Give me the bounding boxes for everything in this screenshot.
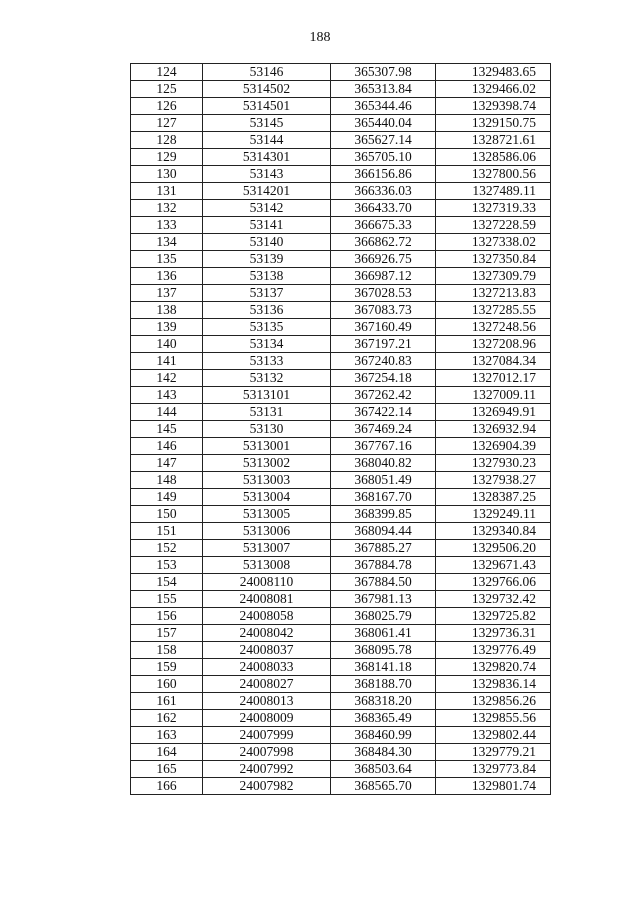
point-id-cell: 53136 — [203, 302, 331, 319]
point-id-cell: 5314301 — [203, 149, 331, 166]
x-coordinate-cell: 365705.10 — [331, 149, 436, 166]
row-number-cell: 153 — [131, 557, 203, 574]
y-coordinate-cell: 1327228.59 — [436, 217, 551, 234]
point-id-cell: 24007999 — [203, 727, 331, 744]
row-number-cell: 154 — [131, 574, 203, 591]
table-row — [131, 523, 551, 540]
table-row — [131, 98, 551, 115]
x-coordinate-cell: 367240.83 — [331, 353, 436, 370]
y-coordinate-cell: 1326949.91 — [436, 404, 551, 421]
point-id-cell: 53130 — [203, 421, 331, 438]
y-coordinate-cell: 1327248.56 — [436, 319, 551, 336]
x-coordinate-cell: 367160.49 — [331, 319, 436, 336]
y-coordinate-cell: 1326932.94 — [436, 421, 551, 438]
table-row — [131, 608, 551, 625]
y-coordinate-cell: 1329671.43 — [436, 557, 551, 574]
row-number-cell: 140 — [131, 336, 203, 353]
y-coordinate-cell: 1329801.74 — [436, 778, 551, 795]
y-coordinate-cell: 1329802.44 — [436, 727, 551, 744]
table-row — [131, 540, 551, 557]
table-row — [131, 438, 551, 455]
point-id-cell: 5313003 — [203, 472, 331, 489]
point-id-cell: 5313002 — [203, 455, 331, 472]
x-coordinate-cell: 367028.53 — [331, 285, 436, 302]
table-row — [131, 81, 551, 98]
y-coordinate-cell: 1329249.11 — [436, 506, 551, 523]
table-row — [131, 557, 551, 574]
point-id-cell: 5313007 — [203, 540, 331, 557]
x-coordinate-cell: 365440.04 — [331, 115, 436, 132]
x-coordinate-cell: 366433.70 — [331, 200, 436, 217]
x-coordinate-cell: 367083.73 — [331, 302, 436, 319]
y-coordinate-cell: 1329483.65 — [436, 64, 551, 81]
x-coordinate-cell: 368565.70 — [331, 778, 436, 795]
y-coordinate-cell: 1328586.06 — [436, 149, 551, 166]
point-id-cell: 24008037 — [203, 642, 331, 659]
point-id-cell: 53145 — [203, 115, 331, 132]
row-number-cell: 138 — [131, 302, 203, 319]
table-row — [131, 761, 551, 778]
y-coordinate-cell: 1327012.17 — [436, 370, 551, 387]
y-coordinate-cell: 1329779.21 — [436, 744, 551, 761]
y-coordinate-cell: 1327800.56 — [436, 166, 551, 183]
x-coordinate-cell: 368188.70 — [331, 676, 436, 693]
row-number-cell: 164 — [131, 744, 203, 761]
table-row — [131, 455, 551, 472]
row-number-cell: 139 — [131, 319, 203, 336]
x-coordinate-cell: 368167.70 — [331, 489, 436, 506]
point-id-cell: 24007982 — [203, 778, 331, 795]
y-coordinate-cell: 1329732.42 — [436, 591, 551, 608]
table-row — [131, 234, 551, 251]
x-coordinate-cell: 367469.24 — [331, 421, 436, 438]
table-row — [131, 472, 551, 489]
table-row — [131, 574, 551, 591]
table-row — [131, 166, 551, 183]
y-coordinate-cell: 1329150.75 — [436, 115, 551, 132]
x-coordinate-cell: 368318.20 — [331, 693, 436, 710]
x-coordinate-cell: 365344.46 — [331, 98, 436, 115]
table-row — [131, 302, 551, 319]
x-coordinate-cell: 367197.21 — [331, 336, 436, 353]
y-coordinate-cell: 1329736.31 — [436, 625, 551, 642]
page-number: 188 — [309, 30, 331, 45]
table-row — [131, 285, 551, 302]
coordinate-table-body — [131, 64, 551, 795]
table-row — [131, 642, 551, 659]
row-number-cell: 163 — [131, 727, 203, 744]
row-number-cell: 157 — [131, 625, 203, 642]
y-coordinate-cell: 1327938.27 — [436, 472, 551, 489]
point-id-cell: 53143 — [203, 166, 331, 183]
y-coordinate-cell: 1327213.83 — [436, 285, 551, 302]
table-row — [131, 64, 551, 81]
y-coordinate-cell: 1329773.84 — [436, 761, 551, 778]
point-id-cell: 24008110 — [203, 574, 331, 591]
table-row — [131, 744, 551, 761]
x-coordinate-cell: 368094.44 — [331, 523, 436, 540]
point-id-cell: 53132 — [203, 370, 331, 387]
row-number-cell: 124 — [131, 64, 203, 81]
row-number-cell: 129 — [131, 149, 203, 166]
table-row — [131, 132, 551, 149]
point-id-cell: 53138 — [203, 268, 331, 285]
table-row — [131, 404, 551, 421]
row-number-cell: 141 — [131, 353, 203, 370]
row-number-cell: 126 — [131, 98, 203, 115]
row-number-cell: 144 — [131, 404, 203, 421]
point-id-cell: 5313005 — [203, 506, 331, 523]
row-number-cell: 132 — [131, 200, 203, 217]
point-id-cell: 5313004 — [203, 489, 331, 506]
x-coordinate-cell: 366926.75 — [331, 251, 436, 268]
row-number-cell: 156 — [131, 608, 203, 625]
point-id-cell: 24008033 — [203, 659, 331, 676]
row-number-cell: 159 — [131, 659, 203, 676]
y-coordinate-cell: 1329855.56 — [436, 710, 551, 727]
point-id-cell: 53139 — [203, 251, 331, 268]
y-coordinate-cell: 1329725.82 — [436, 608, 551, 625]
x-coordinate-cell: 368141.18 — [331, 659, 436, 676]
table-row — [131, 183, 551, 200]
row-number-cell: 127 — [131, 115, 203, 132]
x-coordinate-cell: 368399.85 — [331, 506, 436, 523]
x-coordinate-cell: 367884.78 — [331, 557, 436, 574]
point-id-cell: 53133 — [203, 353, 331, 370]
table-row — [131, 115, 551, 132]
row-number-cell: 150 — [131, 506, 203, 523]
y-coordinate-cell: 1327084.34 — [436, 353, 551, 370]
coordinate-table — [130, 63, 551, 795]
table-row — [131, 251, 551, 268]
y-coordinate-cell: 1328387.25 — [436, 489, 551, 506]
point-id-cell: 53141 — [203, 217, 331, 234]
y-coordinate-cell: 1327930.23 — [436, 455, 551, 472]
x-coordinate-cell: 367884.50 — [331, 574, 436, 591]
point-id-cell: 24008027 — [203, 676, 331, 693]
point-id-cell: 5313101 — [203, 387, 331, 404]
table-row — [131, 421, 551, 438]
row-number-cell: 161 — [131, 693, 203, 710]
y-coordinate-cell: 1327338.02 — [436, 234, 551, 251]
row-number-cell: 143 — [131, 387, 203, 404]
x-coordinate-cell: 365307.98 — [331, 64, 436, 81]
y-coordinate-cell: 1329820.74 — [436, 659, 551, 676]
x-coordinate-cell: 367885.27 — [331, 540, 436, 557]
table-row — [131, 268, 551, 285]
row-number-cell: 152 — [131, 540, 203, 557]
y-coordinate-cell: 1327208.96 — [436, 336, 551, 353]
point-id-cell: 24008013 — [203, 693, 331, 710]
y-coordinate-cell: 1327309.79 — [436, 268, 551, 285]
row-number-cell: 155 — [131, 591, 203, 608]
point-id-cell: 24008081 — [203, 591, 331, 608]
row-number-cell: 131 — [131, 183, 203, 200]
y-coordinate-cell: 1329398.74 — [436, 98, 551, 115]
y-coordinate-cell: 1329506.20 — [436, 540, 551, 557]
row-number-cell: 165 — [131, 761, 203, 778]
x-coordinate-cell: 366675.33 — [331, 217, 436, 234]
x-coordinate-cell: 368025.79 — [331, 608, 436, 625]
table-row — [131, 693, 551, 710]
row-number-cell: 151 — [131, 523, 203, 540]
y-coordinate-cell: 1327489.11 — [436, 183, 551, 200]
x-coordinate-cell: 366336.03 — [331, 183, 436, 200]
table-row — [131, 778, 551, 795]
row-number-cell: 145 — [131, 421, 203, 438]
point-id-cell: 53142 — [203, 200, 331, 217]
point-id-cell: 5313001 — [203, 438, 331, 455]
table-row — [131, 370, 551, 387]
point-id-cell: 24007998 — [203, 744, 331, 761]
point-id-cell: 5314502 — [203, 81, 331, 98]
table-row — [131, 676, 551, 693]
point-id-cell: 53146 — [203, 64, 331, 81]
table-row — [131, 336, 551, 353]
row-number-cell: 133 — [131, 217, 203, 234]
row-number-cell: 160 — [131, 676, 203, 693]
table-row — [131, 149, 551, 166]
point-id-cell: 53131 — [203, 404, 331, 421]
table-row — [131, 727, 551, 744]
row-number-cell: 149 — [131, 489, 203, 506]
y-coordinate-cell: 1327319.33 — [436, 200, 551, 217]
x-coordinate-cell: 368095.78 — [331, 642, 436, 659]
point-id-cell: 24007992 — [203, 761, 331, 778]
point-id-cell: 24008058 — [203, 608, 331, 625]
table-row — [131, 591, 551, 608]
y-coordinate-cell: 1329466.02 — [436, 81, 551, 98]
row-number-cell: 137 — [131, 285, 203, 302]
point-id-cell: 24008009 — [203, 710, 331, 727]
y-coordinate-cell: 1329766.06 — [436, 574, 551, 591]
x-coordinate-cell: 368040.82 — [331, 455, 436, 472]
table-row — [131, 200, 551, 217]
point-id-cell: 53140 — [203, 234, 331, 251]
row-number-cell: 142 — [131, 370, 203, 387]
x-coordinate-cell: 368484.30 — [331, 744, 436, 761]
table-row — [131, 353, 551, 370]
y-coordinate-cell: 1327350.84 — [436, 251, 551, 268]
table-row — [131, 710, 551, 727]
x-coordinate-cell: 366862.72 — [331, 234, 436, 251]
row-number-cell: 162 — [131, 710, 203, 727]
table-row — [131, 217, 551, 234]
row-number-cell: 128 — [131, 132, 203, 149]
y-coordinate-cell: 1329856.26 — [436, 693, 551, 710]
row-number-cell: 166 — [131, 778, 203, 795]
point-id-cell: 53144 — [203, 132, 331, 149]
x-coordinate-cell: 368460.99 — [331, 727, 436, 744]
x-coordinate-cell: 368051.49 — [331, 472, 436, 489]
point-id-cell: 53134 — [203, 336, 331, 353]
x-coordinate-cell: 365313.84 — [331, 81, 436, 98]
point-id-cell: 5314201 — [203, 183, 331, 200]
y-coordinate-cell: 1329776.49 — [436, 642, 551, 659]
x-coordinate-cell: 367422.14 — [331, 404, 436, 421]
x-coordinate-cell: 368365.49 — [331, 710, 436, 727]
y-coordinate-cell: 1327009.11 — [436, 387, 551, 404]
point-id-cell: 24008042 — [203, 625, 331, 642]
row-number-cell: 158 — [131, 642, 203, 659]
row-number-cell: 148 — [131, 472, 203, 489]
y-coordinate-cell: 1329836.14 — [436, 676, 551, 693]
point-id-cell: 5313006 — [203, 523, 331, 540]
x-coordinate-cell: 368503.64 — [331, 761, 436, 778]
row-number-cell: 125 — [131, 81, 203, 98]
row-number-cell: 130 — [131, 166, 203, 183]
row-number-cell: 135 — [131, 251, 203, 268]
table-row — [131, 625, 551, 642]
x-coordinate-cell: 367254.18 — [331, 370, 436, 387]
table-row — [131, 387, 551, 404]
table-row — [131, 506, 551, 523]
row-number-cell: 134 — [131, 234, 203, 251]
row-number-cell: 136 — [131, 268, 203, 285]
y-coordinate-cell: 1328721.61 — [436, 132, 551, 149]
x-coordinate-cell: 366156.86 — [331, 166, 436, 183]
row-number-cell: 146 — [131, 438, 203, 455]
y-coordinate-cell: 1326904.39 — [436, 438, 551, 455]
x-coordinate-cell: 367981.13 — [331, 591, 436, 608]
point-id-cell: 5313008 — [203, 557, 331, 574]
y-coordinate-cell: 1327285.55 — [436, 302, 551, 319]
y-coordinate-cell: 1329340.84 — [436, 523, 551, 540]
point-id-cell: 5314501 — [203, 98, 331, 115]
x-coordinate-cell: 366987.12 — [331, 268, 436, 285]
x-coordinate-cell: 367767.16 — [331, 438, 436, 455]
x-coordinate-cell: 367262.42 — [331, 387, 436, 404]
table-row — [131, 319, 551, 336]
x-coordinate-cell: 365627.14 — [331, 132, 436, 149]
point-id-cell: 53137 — [203, 285, 331, 302]
table-row — [131, 489, 551, 506]
row-number-cell: 147 — [131, 455, 203, 472]
x-coordinate-cell: 368061.41 — [331, 625, 436, 642]
table-row — [131, 659, 551, 676]
point-id-cell: 53135 — [203, 319, 331, 336]
